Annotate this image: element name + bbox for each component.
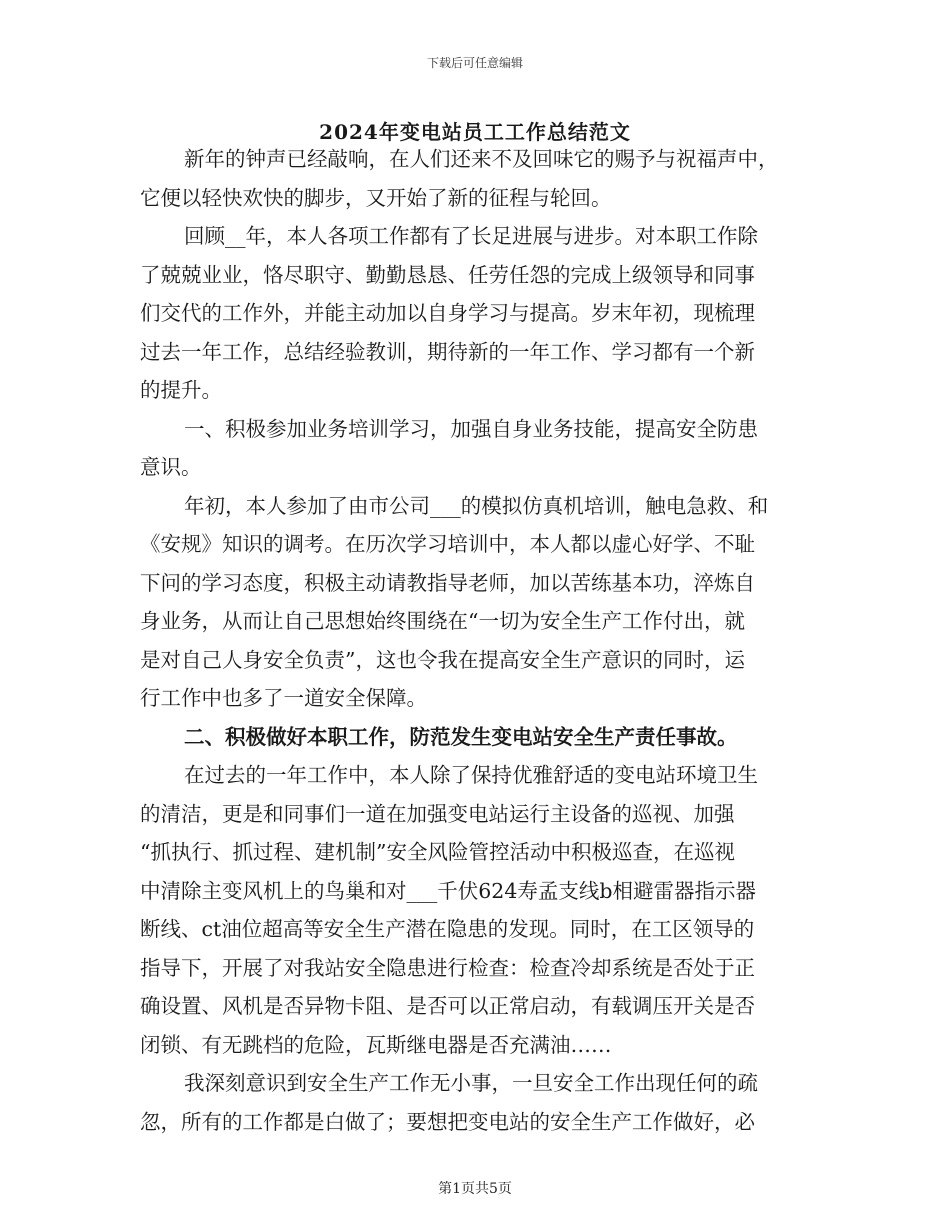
- text-line: 们交代的工作外，并能主动加以自身学习与提高。岁末年初，现梳理: [140, 301, 755, 325]
- page-header-note: 下载后可任意编辑: [426, 56, 523, 70]
- text-line: 新年的钟声已经敲响，在人们还来不及回味它的赐予与祝福声中，: [184, 147, 779, 171]
- text-line: 是对自己人身安全负责”，这也令我在提高安全生产意识的同时，运: [140, 647, 745, 672]
- text-line: 确设置、风机是否异物卡阻、是否可以正常启动，有载调压开关是否: [140, 994, 755, 1018]
- text-line: 的提升。: [140, 378, 222, 402]
- text-line: 在过去的一年工作中，本人除了保持优雅舒适的变电站环境卫生: [184, 763, 758, 787]
- document-title: 2024年变电站员工工作总结范文: [319, 120, 631, 144]
- text-line: 的清洁，更是和同事们一道在加强变电站运行主设备的巡视、加强: [140, 801, 735, 826]
- text-line: 了兢兢业业，恪尽职守、勤勤恳恳、任劳任怨的完成上级领导和同事: [140, 262, 755, 287]
- text-line: 意识。: [140, 455, 202, 479]
- text-line: 《安规》知识的调考。在历次学习培训中，本人都以虚心好学、不耻: [140, 532, 755, 556]
- text-line: 指导下，开展了对我站安全隐患进行检查：检查冷却系统是否处于正: [140, 955, 755, 980]
- text-line: 它便以轻快欢快的脚步，又开始了新的征程与轮回。: [140, 185, 612, 210]
- text-line: “抓执行、抓过程、建机制”安全风险管控活动中积极巡查，在巡视: [140, 840, 735, 864]
- text-line: 我深刻意识到安全生产工作无小事，一旦安全工作出现任何的疏: [184, 1071, 758, 1095]
- text-line: 年初，本人参加了由市公司___的模拟仿真机培训，触电急救、和: [184, 493, 769, 518]
- text-line: 行工作中也多了一道安全保障。: [140, 686, 427, 710]
- text-line: 一、积极参加业务培训学习，加强自身业务技能，提高安全防患: [184, 416, 758, 441]
- text-line: 断线、ct油位超高等安全生产潜在隐患的发现。同时，在工区领导的: [140, 917, 755, 941]
- document-body: [140, 140, 800, 1141]
- text-line: 忽，所有的工作都是白做了；要想把变电站的安全生产工作做好，必: [140, 1109, 755, 1134]
- text-line: 闭锁、有无跳档的危险，瓦斯继电器是否充满油……: [140, 1032, 612, 1057]
- text-line: 二、积极做好本职工作，防范发生变电站安全生产责任事故。: [184, 724, 738, 749]
- text-line: 身业务，从而让自己思想始终围绕在“一切为安全生产工作付出，就: [140, 609, 745, 633]
- text-line: 过去一年工作，总结经验教训，期待新的一年工作、学习都有一个新: [140, 339, 755, 364]
- text-line: 中清除主变风机上的鸟巢和对___千伏624寿孟支线b相避雷器指示器: [140, 878, 756, 903]
- page-number: 第1页共5页: [438, 1181, 512, 1197]
- text-line: 下问的学习态度，积极主动请教指导老师，加以苦练基本功，淬炼自: [140, 570, 755, 595]
- text-line: 回顾__年，本人各项工作都有了长足进展与进步。对本职工作除: [184, 224, 758, 248]
